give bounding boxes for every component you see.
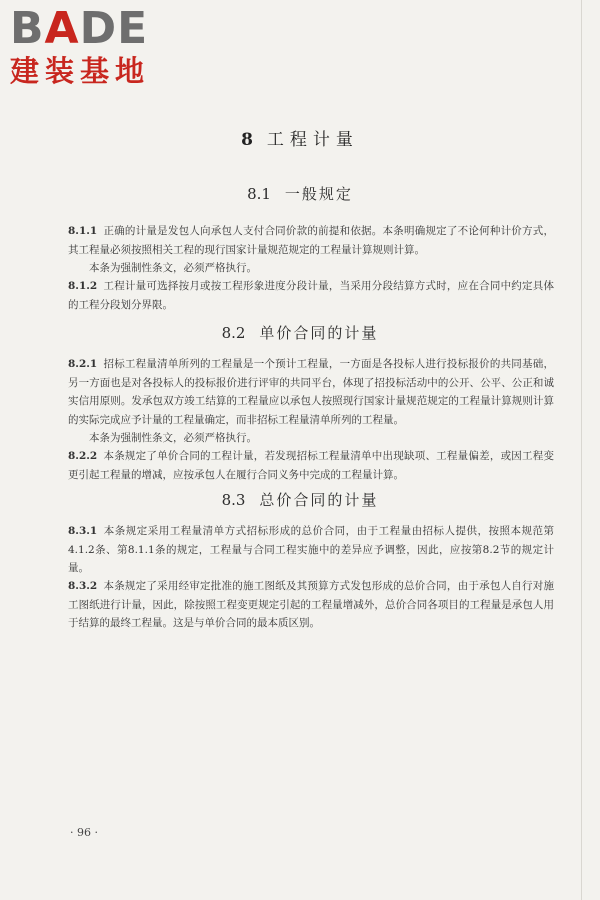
clause-number: 8.3.2 [68,580,98,592]
clause-number: 8.3.1 [68,525,98,537]
logo-letter-a: A [44,3,80,54]
clause-text: 工程计量可选择按月或按工程形象进度分段计量，当采用分段结算方式时，应在合同中约定具体的工程分段划分界限。 [68,280,554,311]
section-title-8-2 [0,322,600,343]
clause-text: 本条规定采用工程量清单方式招标形成的总价合同，由于工程量由招标人提供，按照本规范第4.1.2条、第8.1.1条的规定，工程量与合同工程实施中的差异应予调整，因此，应按第8.2节的规定计量。 [68,525,554,574]
chapter-title [0,125,600,150]
page-number: · 96 · [70,826,98,839]
section-number: 8.3 [221,491,246,509]
clause-number: 8.1.1 [68,225,98,237]
clause-8-3-2 [68,577,554,633]
clause-text: 本条规定了采用经审定批准的施工图纸及其预算方式发包形成的总价合同，由于承包人自行对施工图纸进行计量，因此，除按照工程变更规定引起的工程量增减外，总价合同各项目的工程量是承包人用于结算的最终工程量。这是与单价合同的最本质区别。 [68,580,554,629]
mandatory-note-8-2: 本条为强制性条文，必须严格执行。 [89,432,257,444]
clause-8-3-1 [68,522,554,578]
clause-text: 本条规定了单价合同的工程计量，若发现招标工程量清单中出现缺项、工程量偏差，或因工程变更引起工程量的增减，应按承包人在履行合同义务中完成的工程量计算。 [68,450,554,481]
clause-8-2-2 [68,447,554,484]
section-number: 8.2 [221,324,246,342]
chapter-number: 8 [241,130,259,150]
clause-8-2-1 [68,355,554,429]
logo-letter-b: B [10,3,45,54]
chapter-title-text: 工程计量 [266,130,359,150]
clause-8-1-1 [68,222,554,259]
clause-text: 招标工程量清单所列的工程量是一个预计工程量，一方面是各投标人进行投标报价的共同基础，另一方面也是对各投标人的投标报价进行评审的共同平台，体现了招投标活动中的公开、公平、公正和诚实信用原则。发承包双方竣工结算的工程量应以承包人按照现行国家计量规范规定的工程量计算规则计算的实际完成应予计量的工程量确定，而非招标工程量清单所列的工程量。 [68,358,554,426]
clause-8-1-2 [68,277,554,314]
logo-letters-de: DE [79,3,149,54]
logo-subtitle: 建装基地 [10,54,151,88]
mandatory-note-8-1: 本条为强制性条文，必须严格执行。 [89,262,257,274]
logo-brand-text [10,3,180,54]
clause-text: 正确的计量是发包人向承包人支付合同价款的前提和依据。本条明确规定了不论何种计价方式，其工程量必须按照相关工程的现行国家计量规范规定的工程量计算规则计算。 [68,225,554,256]
section-title-text: 总价合同的计量 [259,491,379,509]
section-title-8-1 [0,183,600,204]
section-title-text: 单价合同的计量 [259,324,379,342]
section-title-8-3 [0,489,600,510]
clause-number: 8.2.2 [68,450,98,462]
section-number: 8.1 [247,185,271,203]
section-title-text: 一般规定 [284,185,353,203]
clause-number: 8.2.1 [68,358,98,370]
clause-number: 8.1.2 [68,280,98,292]
bade-logo [10,3,180,88]
